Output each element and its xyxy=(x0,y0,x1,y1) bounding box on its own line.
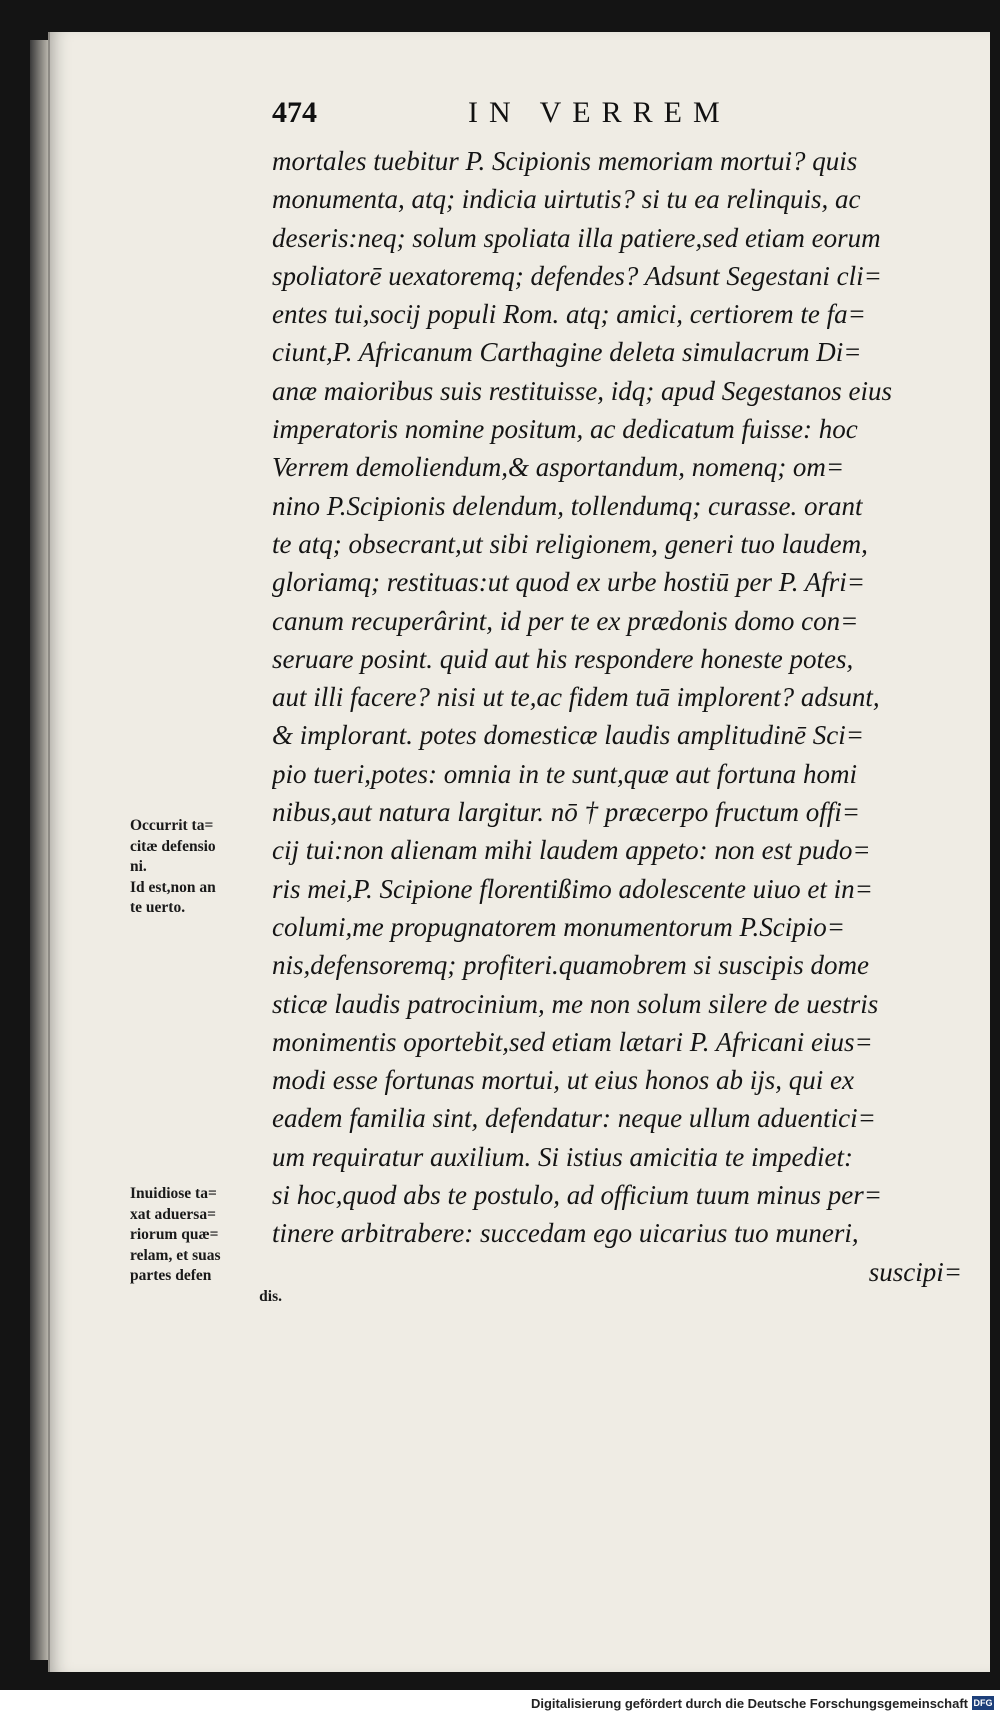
page-number: 474 xyxy=(272,96,317,129)
margin-note-line: te uerto. xyxy=(130,899,186,916)
text-line: eadem familia sint, defendatur: neque ullum aduentici= xyxy=(272,1103,876,1134)
text-line: monumenta, atq; indicia uirtutis? si tu ea relinquis, ac xyxy=(272,184,861,215)
text-line: um requiratur auxilium. Si istius amicitia te impediet: xyxy=(272,1141,853,1172)
catchword: suscipi= xyxy=(868,1256,962,1287)
text-line: anæ maioribus suis restituisse, idq; apud Segestanos eius xyxy=(272,375,893,406)
margin-note-line: xat aduersa= xyxy=(130,1205,216,1223)
text-line: cij tui:non alienam mihi laudem appeto: non est pudo= xyxy=(272,835,871,866)
funding-credit: Digitalisierung gefördert durch die Deutsche Forschungsgemeinschaft xyxy=(530,1696,968,1711)
text-line: canum recuperârint, id per te ex prædonis domo con= xyxy=(272,605,859,636)
margin-note-line: ni. xyxy=(130,858,147,875)
digitization-footer xyxy=(0,1690,1000,1719)
text-line: aut illi facere? nisi ut te,ac fidem tuā implorent? adsunt, xyxy=(272,682,880,713)
margin-note-2 xyxy=(130,1184,282,1307)
text-line: tinere arbitrabere: succedam ego uicarius tuo muneri, xyxy=(272,1218,859,1249)
page-header xyxy=(272,96,812,136)
running-head: IN VERREM xyxy=(468,96,731,129)
text-line: ris mei,P. Scipione florentißimo adolescente uiuo et in= xyxy=(272,873,873,904)
margin-note-line: Inuidiose ta= xyxy=(130,1185,217,1202)
dfg-logo-icon: DFG xyxy=(973,1698,993,1708)
margin-note-line: relam, et suas xyxy=(130,1246,221,1264)
text-line: gloriamq; restituas:ut quod ex urbe hostiū per P. Afri= xyxy=(272,567,865,598)
text-line: mortales tuebitur P. Scipionis memoriam mortui? quis xyxy=(272,146,858,176)
text-line: te atq; obsecrant,ut sibi religionem, generi tuo laudem, xyxy=(272,528,868,559)
text-line: sticæ laudis patrocinium, me non solum silere de uestris xyxy=(272,988,879,1019)
text-line: si hoc,quod abs te postulo, ad officium tuum minus per= xyxy=(272,1180,882,1211)
text-line: columi,me propugnatorem monumentorum P.Scipio= xyxy=(272,911,845,942)
text-line: imperatoris nomine positum, ac dedicatum fuisse: hoc xyxy=(272,414,858,445)
book-gutter-edge xyxy=(30,40,48,1660)
text-line: entes tui,socij populi Rom. atq; amici, certiorem te fa= xyxy=(272,299,866,330)
margin-note-line: Id est,non an xyxy=(130,878,216,896)
text-line: modi esse fortunas mortui, ut eius honos ab ijs, qui ex xyxy=(272,1065,854,1096)
text-line: monimentis oportebit,sed etiam lætari P. Africani eius= xyxy=(272,1026,873,1057)
margin-note-line: riorum quæ= xyxy=(130,1226,219,1243)
margin-note-line: partes defen xyxy=(130,1267,212,1284)
text-line: Verrem demoliendum,& asportandum, nomenq; om= xyxy=(272,452,845,483)
text-line: & implorant. potes domesticæ laudis amplitudinē Sci= xyxy=(272,720,864,751)
margin-note-line: Occurrit ta= xyxy=(130,817,214,834)
text-line: pio tueri,potes: omnia in te sunt,quæ aut fortuna homi xyxy=(272,758,857,789)
text-line: deseris:neq; solum spoliata illa patiere,sed etiam eorum xyxy=(272,222,881,253)
margin-note-line: dis. xyxy=(259,1287,282,1305)
text-line: nibus,aut natura largitur. nō † præcerpo fructum offi= xyxy=(272,797,861,828)
text-line: nis,defensoremq; profiteri.quamobrem si suscipis dome xyxy=(272,950,869,981)
margin-note-line: citæ defensio xyxy=(130,837,216,855)
margin-note-1 xyxy=(130,816,282,919)
text-line: seruare posint. quid aut his respondere honeste potes, xyxy=(272,643,854,674)
text-line: nino P.Scipionis delendum, tollendumq; curasse. orant xyxy=(272,490,863,521)
main-text-block xyxy=(272,142,962,1291)
text-line: spoliatorē uexatoremq; defendes? Adsunt Segestani cli= xyxy=(272,260,882,291)
text-line: ciunt,P. Africanum Carthagine deleta simulacrum Di= xyxy=(272,337,862,368)
